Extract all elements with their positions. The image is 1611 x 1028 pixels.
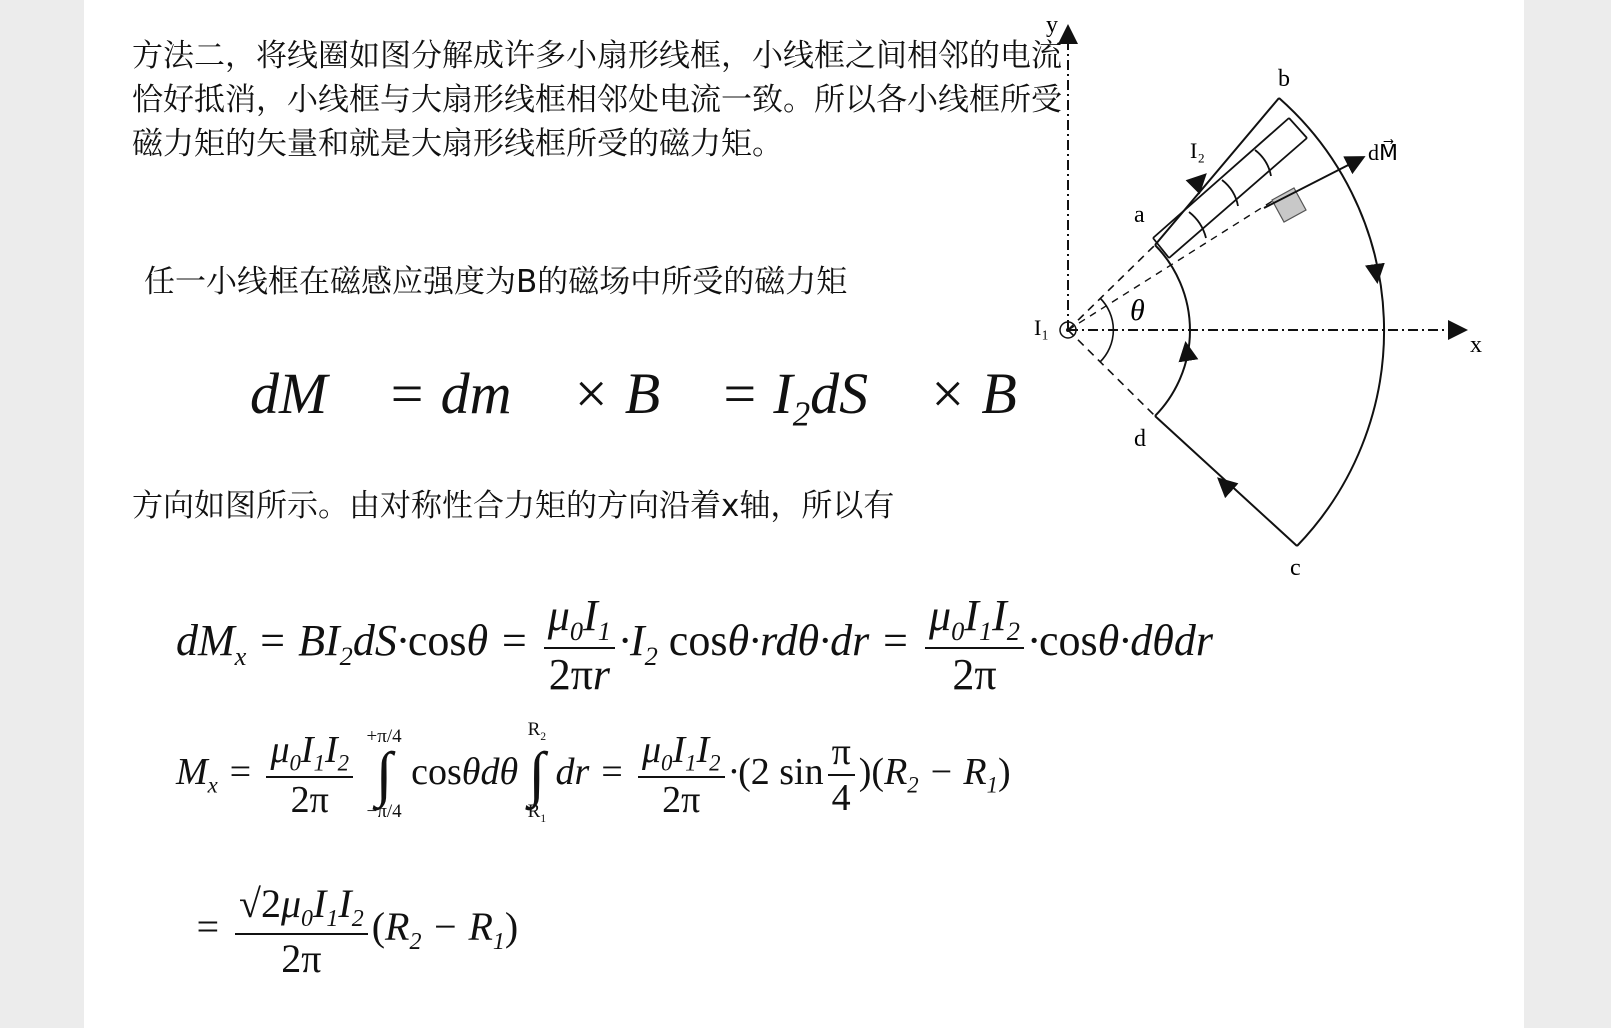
- label-I1: I₁: [1034, 315, 1049, 340]
- paragraph-method-two: 方法二，将线圈如图分解成许多小扇形线框，小线框之间相邻的电流恰好抵消，小线框与大扇形线框相邻处电流一致。所以各小线框所受磁力矩的矢量和就是大扇形线框所受的磁力矩。: [132, 38, 1062, 162]
- equation-Mx-integral: $M_x$ = $\frac{\mu_0I_1I_2}{2\pi}$ +π/4 ∫ −π/4 cosθdθ $R_2$ ∫ $R_1$ dr = $\frac{\mu_0I_1I_2}{2\pi}$ ·(2 sin $\frac{\pi}{4}$ )$(R_2 - R_1)$: [176, 719, 1011, 826]
- edge-cd: [1155, 416, 1297, 546]
- label-b: b: [1278, 66, 1290, 92]
- small-sector-frames: [1153, 118, 1307, 258]
- sector-coil-diagram: [1024, 0, 1544, 580]
- label-dM: dM⃗: [1368, 140, 1398, 165]
- arc-bc: [1279, 98, 1384, 546]
- equation-dMx: $dM_x = BI_2dS\cdot\cos\theta$ = $\frac{\mu_0I_1}{2\pi r}$ $\cdot I_2$ cosθ·rdθ·dr = $\frac{\mu_0I_1I_2}{2\pi}$ ·cosθ·dθdr: [176, 591, 1214, 699]
- paragraph-small-loop-torque: 任一小线框在磁感应强度为B的磁场中所受的磁力矩: [144, 264, 848, 300]
- label-y: y: [1046, 12, 1058, 38]
- area-element: [1272, 188, 1306, 222]
- equation-dM: dM⃗ = dm⃗ × B⃗ = $I_2dS⃗$ × B⃗: [250, 361, 1062, 434]
- label-I2: I₂: [1190, 138, 1205, 163]
- label-a: a: [1134, 202, 1145, 228]
- paragraph-direction: 方向如图所示。由对称性合力矩的方向沿着x轴，所以有: [132, 488, 895, 524]
- edge-ab: [1155, 98, 1279, 245]
- label-c: c: [1290, 555, 1301, 580]
- equation-Mx-result: = $\frac{√2\mu_0I_1I_2}{2\pi}$ $(R_2 - R_1)$: [194, 881, 519, 981]
- document-page: [84, 0, 1524, 1028]
- label-theta: θ: [1130, 294, 1145, 327]
- label-d: d: [1134, 426, 1146, 452]
- label-x: x: [1470, 332, 1482, 358]
